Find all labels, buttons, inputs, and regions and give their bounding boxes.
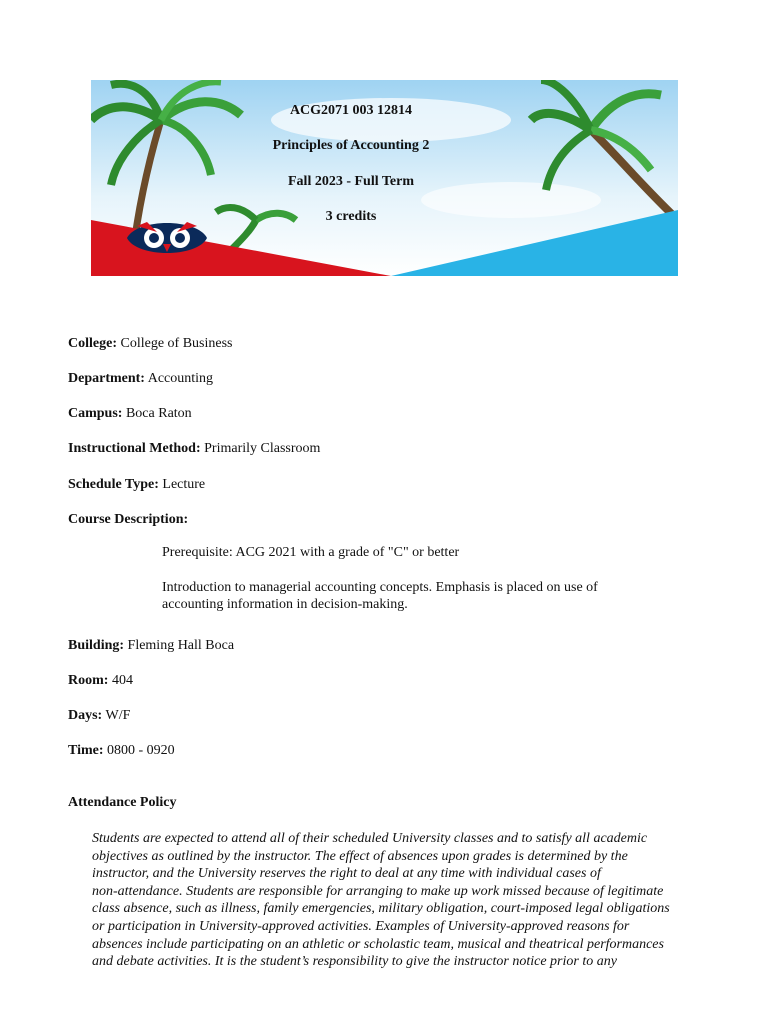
- field-label: Room:: [68, 673, 109, 688]
- field-value: 0800 - 0920: [107, 743, 175, 758]
- field-value: Accounting: [147, 371, 214, 386]
- field-campus: [68, 406, 192, 422]
- policy-line: and debate activities. It is the student’s responsibility to give the instructor notice prior to any: [92, 954, 617, 970]
- field-label: Time:: [68, 743, 104, 758]
- field-label: Campus:: [68, 406, 123, 421]
- field-value: Boca Raton: [125, 406, 192, 421]
- description-line: accounting information in decision-making.: [162, 597, 408, 612]
- field-label: Department:: [68, 371, 145, 386]
- prerequisite-text: Prerequisite: ACG 2021 with a grade of "C" or better: [162, 545, 460, 560]
- policy-line: Students are expected to attend all of their scheduled University classes and to satisfy all academic: [92, 831, 648, 846]
- field-department: [68, 371, 213, 387]
- field-value: Primarily Classroom: [204, 441, 321, 456]
- field-building: [68, 638, 234, 654]
- policy-line: non-attendance. Students are responsible for arranging to make up work missed because of legitimate: [92, 883, 664, 899]
- field-label: College:: [68, 336, 117, 351]
- policy-line: or participation in University-approved activities. Examples of University-approved reasons for: [92, 918, 630, 934]
- policy-line: instructor, and the University reserves the right to deal at any time with individual cases of: [92, 866, 601, 882]
- field-time: [68, 743, 175, 759]
- field-value: 404: [111, 673, 133, 688]
- description-intro: [162, 579, 662, 613]
- field-room: [68, 673, 133, 689]
- course-banner: [91, 80, 678, 276]
- field-college: [68, 336, 232, 352]
- field-days: [68, 708, 130, 724]
- field-course-description: [68, 512, 188, 528]
- field-value: W/F: [105, 708, 131, 723]
- policy-line: objectives as outlined by the instructor. The effect of absences upon grades is determined by the: [92, 848, 628, 864]
- course-term: Fall 2023 - Full Term: [288, 174, 414, 189]
- course-code: ACG2071 003 12814: [289, 103, 413, 118]
- field-label: Schedule Type:: [68, 477, 159, 492]
- field-label: Course Description:: [68, 512, 189, 527]
- field-label: Days:: [68, 708, 103, 723]
- policy-line: class absence, such as illness, family emergencies, military obligation, court-imposed legal obligations: [92, 901, 670, 917]
- field-value: Fleming Hall Boca: [127, 638, 235, 653]
- course-credits: 3 credits: [325, 209, 377, 224]
- policy-line: absences include participating on an athletic or scholastic team, musical and theatrical performances: [92, 936, 664, 952]
- attendance-policy-text: [92, 830, 722, 971]
- field-instructional-method: [68, 441, 320, 457]
- description-line: Introduction to managerial accounting concepts. Emphasis is placed on use of: [162, 580, 598, 595]
- course-title: Principles of Accounting 2: [272, 138, 430, 153]
- field-label: Instructional Method:: [68, 441, 201, 456]
- field-schedule-type: [68, 477, 205, 493]
- field-label: Building:: [68, 638, 125, 653]
- field-value: College of Business: [120, 336, 233, 351]
- attendance-policy-title: Attendance Policy: [68, 795, 177, 810]
- field-value: Lecture: [162, 477, 206, 492]
